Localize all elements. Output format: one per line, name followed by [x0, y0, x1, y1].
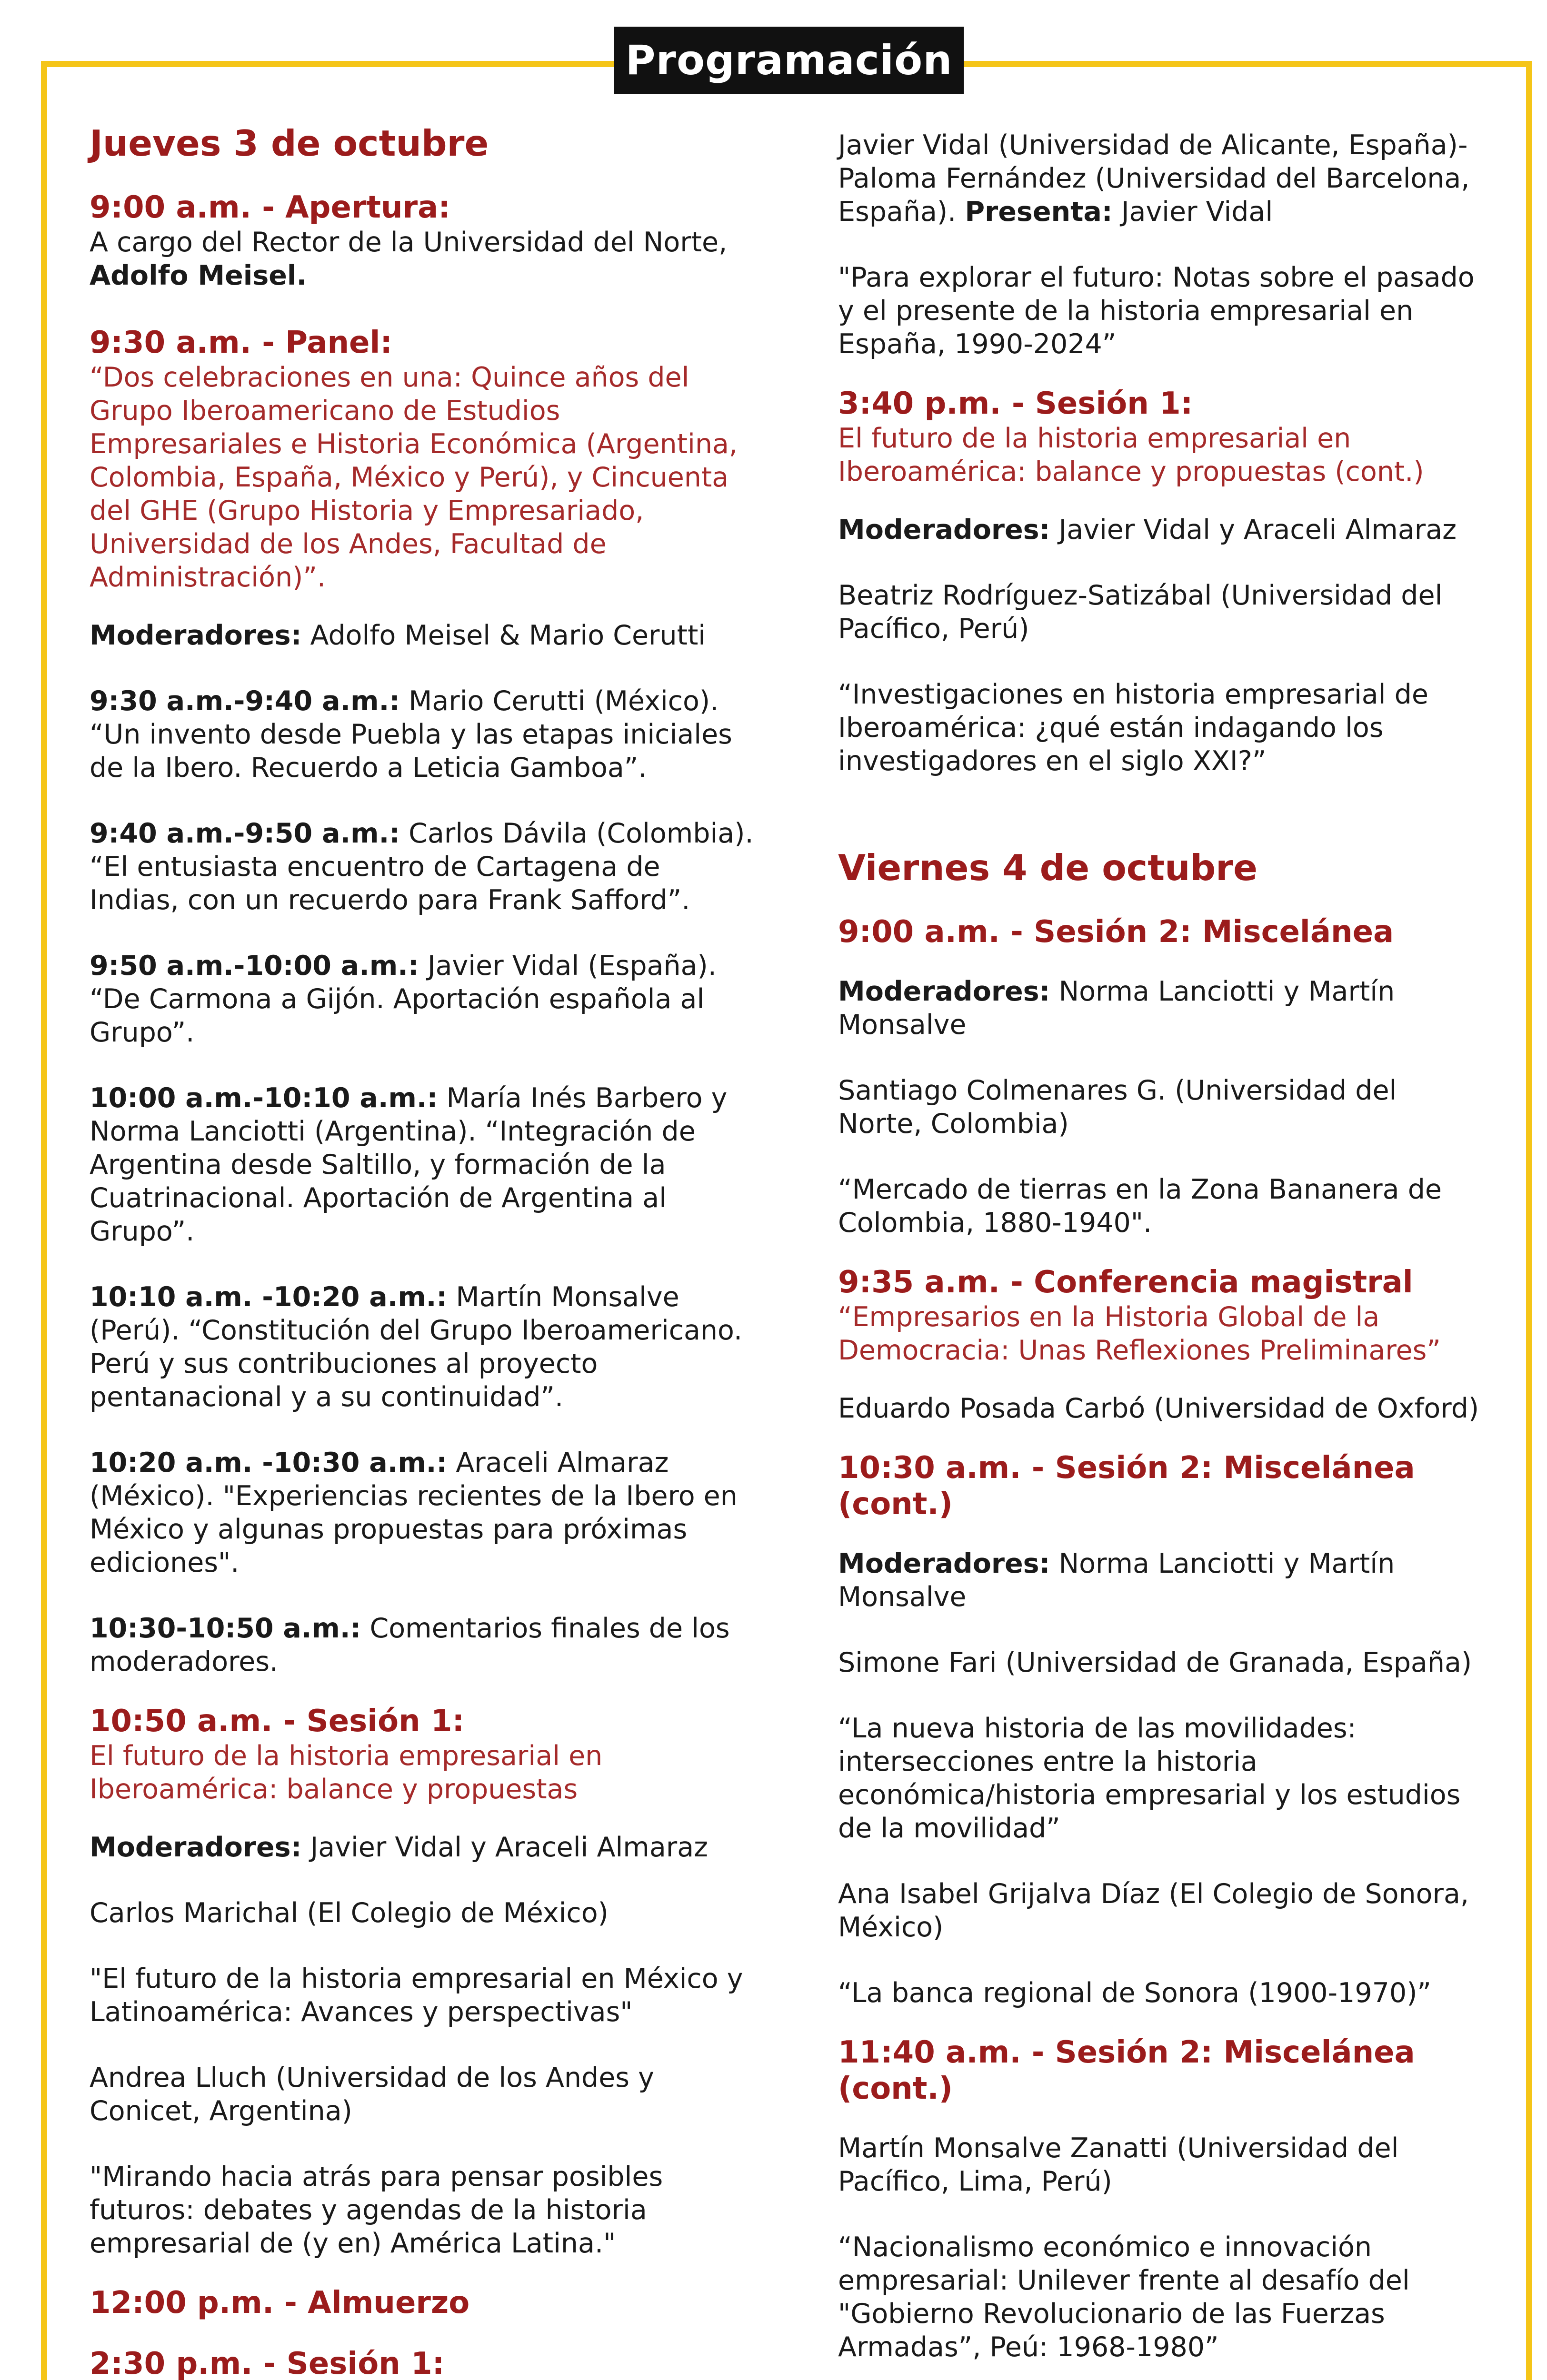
right-column [838, 129, 1486, 2380]
speaker: Andrea Lluch (Universidad de los Andes y Conicet, Argentina) [90, 2062, 654, 2127]
speaker: Martín Monsalve Zanatti (Universidad del Pacífico, Lima, Perú) [838, 2132, 1399, 2197]
moderators-line: Moderadores: Norma Lanciotti y Martín Monsalve [838, 976, 1395, 1041]
talk-title: “Nacionalismo económico e innovación empresarial: Unilever frente al desafío del "Gobierno Revolucionario de las Fuerzas Armadas”, Peú: 1968-1980” [838, 2231, 1410, 2363]
speaker: Ana Isabel Grijalva Díaz (El Colegio de Sonora, México) [838, 1878, 1469, 1943]
slot-time-heading: 10:50 a.m. - Sesión 1: [90, 1704, 465, 1739]
speaker: Javier Vidal (Universidad de Alicante, España)- Paloma Fernández (Universidad del Barcelona, España). Presenta: Javier Vidal [838, 129, 1470, 228]
day-heading-thursday: Jueves 3 de octubre [90, 122, 489, 164]
moderators-line: Moderadores: Norma Lanciotti y Martín Monsalve [838, 1548, 1395, 1613]
talk-item: 9:50 a.m.-10:00 a.m.: Javier Vidal (España). “De Carmona a Gijón. Aportación española al Grupo”. [90, 950, 717, 1048]
slot-sesion-1 [90, 1703, 756, 1806]
moderators-line: Moderadores: Javier Vidal y Araceli Almaraz [90, 1832, 709, 1863]
speaker: Simone Fari (Universidad de Granada, España) [838, 1647, 1472, 1678]
slot-time-heading: 9:35 a.m. - Conferencia magistral [838, 1265, 1413, 1300]
moderators-line: Moderadores: Javier Vidal y Araceli Almaraz [838, 514, 1457, 545]
talk-title: "Para explorar el futuro: Notas sobre el pasado y el presente de la historia empresarial en España, 1990-2024” [838, 262, 1475, 360]
slot-sesion-1-cont [90, 2346, 756, 2380]
speaker: Carlos Marichal (El Colegio de México) [90, 1897, 609, 1929]
session-title: El futuro de la historia empresarial en Iberoamérica: balance y propuestas (cont.) [838, 423, 1424, 487]
slot-time-heading: 10:30 a.m. - Sesión 2: Miscelánea (cont.) [838, 1450, 1415, 1522]
lecture-title: “Empresarios en la Historia Global de la Democracia: Unas Reflexiones Preliminares” [838, 1301, 1441, 1366]
slot-time-heading: 11:40 a.m. - Sesión 2: Miscelánea (cont.) [838, 2035, 1415, 2106]
talk-title: “La banca regional de Sonora (1900-1970)” [838, 1977, 1431, 2009]
speaker: Santiago Colmenares G. (Universidad del Norte, Colombia) [838, 1075, 1397, 1140]
slot-time-heading: 2:30 p.m. - Sesión 1: [90, 2346, 445, 2380]
talk-item: 10:00 a.m.-10:10 a.m.: María Inés Barbero y Norma Lanciotti (Argentina). “Integración de Argentina desde Saltillo, y formación de la Cuatrinacional. Aportación de Argentina al Grupo”. [90, 1082, 728, 1247]
slot-conferencia [838, 1264, 1486, 1367]
moderators-line: Moderadores: Adolfo Meisel & Mario Cerutti [90, 620, 706, 651]
slot-time-heading: 3:40 p.m. - Sesión 1: [838, 386, 1193, 421]
day-heading-friday: Viernes 4 de octubre [838, 847, 1258, 889]
talk-title: “Mercado de tierras en la Zona Bananera de Colombia, 1880-1940". [838, 1174, 1442, 1239]
session-title: El futuro de la historia empresarial en Iberoamérica: balance y propuestas [90, 1740, 603, 1805]
slot-text: A cargo del Rector de la Universidad del Norte, Adolfo Meisel. [90, 227, 728, 291]
talk-item: 10:30-10:50 a.m.: Comentarios finales de los moderadores. [90, 1613, 730, 1677]
speaker: Beatriz Rodríguez-Satizábal (Universidad del Pacífico, Perú) [838, 580, 1443, 645]
slot-panel [90, 325, 756, 594]
slot-sesion-1-cont [838, 386, 1486, 488]
talk-title: “La nueva historia de las movilidades: intersecciones entre la historia económica/historia empresarial y los estudios de la movilidad” [838, 1713, 1461, 1844]
left-column [90, 122, 756, 2380]
talk-title: “Investigaciones en historia empresarial de Iberoamérica: ¿qué están indagando los investigadores en el siglo XXI?” [838, 679, 1428, 777]
talk-item: 10:20 a.m. -10:30 a.m.: Araceli Almaraz (México). "Experiencias recientes de la Ibero en México y algunas propuestas para próximas ediciones". [90, 1447, 738, 1578]
slot-time-heading: 9:00 a.m. - Sesión 2: Miscelánea [838, 914, 1394, 950]
slot-time-heading: 9:30 a.m. - Panel: [90, 325, 392, 360]
talk-title: "El futuro de la historia empresarial en México y Latinoamérica: Avances y perspectivas" [90, 1963, 743, 2028]
lunch-heading: 12:00 p.m. - Almuerzo [90, 2285, 470, 2320]
talk-item: 9:30 a.m.-9:40 a.m.: Mario Cerutti (México). “Un invento desde Puebla y las etapas iniciales de la Ibero. Recuerdo a Leticia Gamboa”. [90, 685, 732, 783]
talk-item: 10:10 a.m. -10:20 a.m.: Martín Monsalve (Perú). “Constitución del Grupo Iberoamericano. Perú y sus contribuciones al proyecto pentanacional y a su continuidad”. [90, 1281, 743, 1413]
talk-title: "Mirando hacia atrás para pensar posibles futuros: debates y agendas de la historia empresarial de (y en) América Latina." [90, 2161, 663, 2259]
rector-name: Adolfo Meisel. [90, 260, 307, 291]
panel-title: “Dos celebraciones en una: Quince años del Grupo Iberoamericano de Estudios Empresariales e Historia Económica (Argentina, Colombia, España, México y Perú), y Cincuenta del GHE (Grupo Historia y Empresariado, Universidad de los Andes, Facultad de Administración)”. [90, 362, 738, 593]
slot-apertura [90, 189, 756, 292]
talk-item: 9:40 a.m.-9:50 a.m.: Carlos Dávila (Colombia). “El entusiasta encuentro de Cartagena de Indias, con un recuerdo para Frank Safford”. [90, 818, 754, 916]
page-title: Programación [614, 27, 964, 94]
slot-time-heading: 9:00 a.m. - Apertura: [90, 190, 450, 225]
speaker: Eduardo Posada Carbó (Universidad de Oxford) [838, 1393, 1479, 1424]
